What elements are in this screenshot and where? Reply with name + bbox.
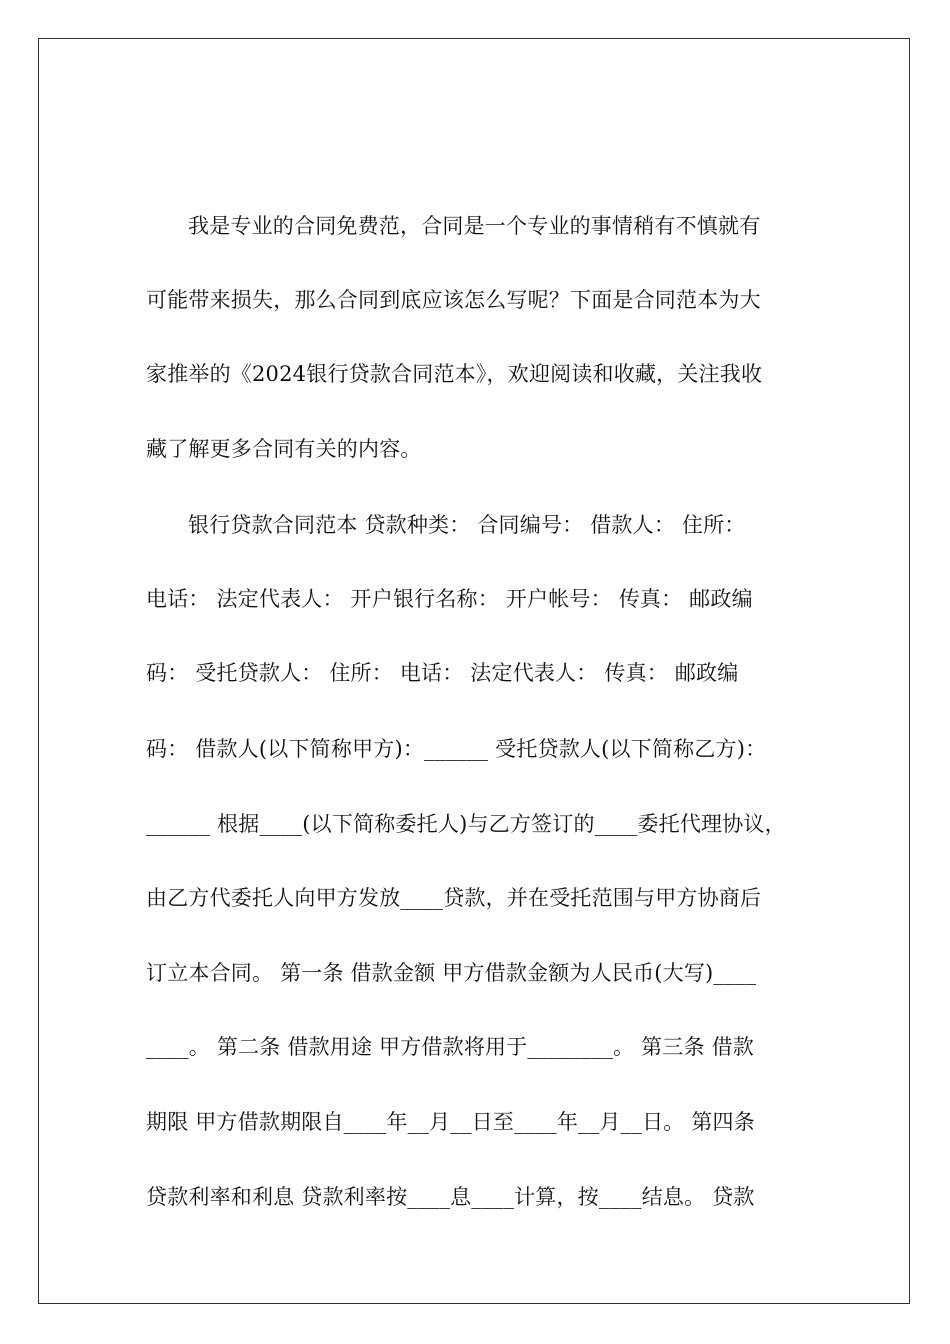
- paragraph-intro-line-2: 可能带来损失，那么合同到底应该怎么写呢？下面是合同范本为大: [146, 288, 761, 312]
- contract-line-4: 码： 借款人(以下简称甲方)：______ 受托贷款人(以下简称乙方)：: [146, 737, 767, 761]
- contract-line-3: 码： 受托贷款人： 住所： 电话： 法定代表人： 传真： 邮政编: [146, 661, 739, 685]
- contract-line-6: 由乙方代委托人向甲方发放____贷款，并在受托范围与甲方协商后: [146, 886, 762, 910]
- paragraph-intro-line-1: 我是专业的合同免费范，合同是一个专业的事情稍有不慎就有: [188, 214, 761, 238]
- paragraph-intro-line-3: 家推举的《2024银行贷款合同范本》，欢迎阅读和收藏，关注我收: [146, 362, 763, 386]
- contract-line-5: ______ 根据____(以下简称委托人)与乙方签订的____委托代理协议，: [146, 812, 786, 836]
- contract-line-1: 银行贷款合同范本 贷款种类： 合同编号： 借款人： 住所：: [188, 513, 746, 537]
- paragraph-intro-line-4: 藏了解更多合同有关的内容。: [146, 437, 422, 461]
- contract-line-7: 订立本合同。 第一条 借款金额 甲方借款金额为人民币(大写)____: [146, 961, 757, 985]
- contract-line-8: ____。 第二条 借款用途 甲方借款将用于________。 第三条 借款: [146, 1035, 754, 1059]
- contract-line-10: 贷款利率和利息 贷款利率按____息____计算，按____结息。 贷款: [146, 1185, 755, 1209]
- contract-line-9: 期限 甲方借款期限自____年__月__日至____年__月__日。 第四条: [146, 1110, 755, 1134]
- contract-line-2: 电话： 法定代表人： 开户银行名称： 开户帐号： 传真： 邮政编: [146, 587, 753, 611]
